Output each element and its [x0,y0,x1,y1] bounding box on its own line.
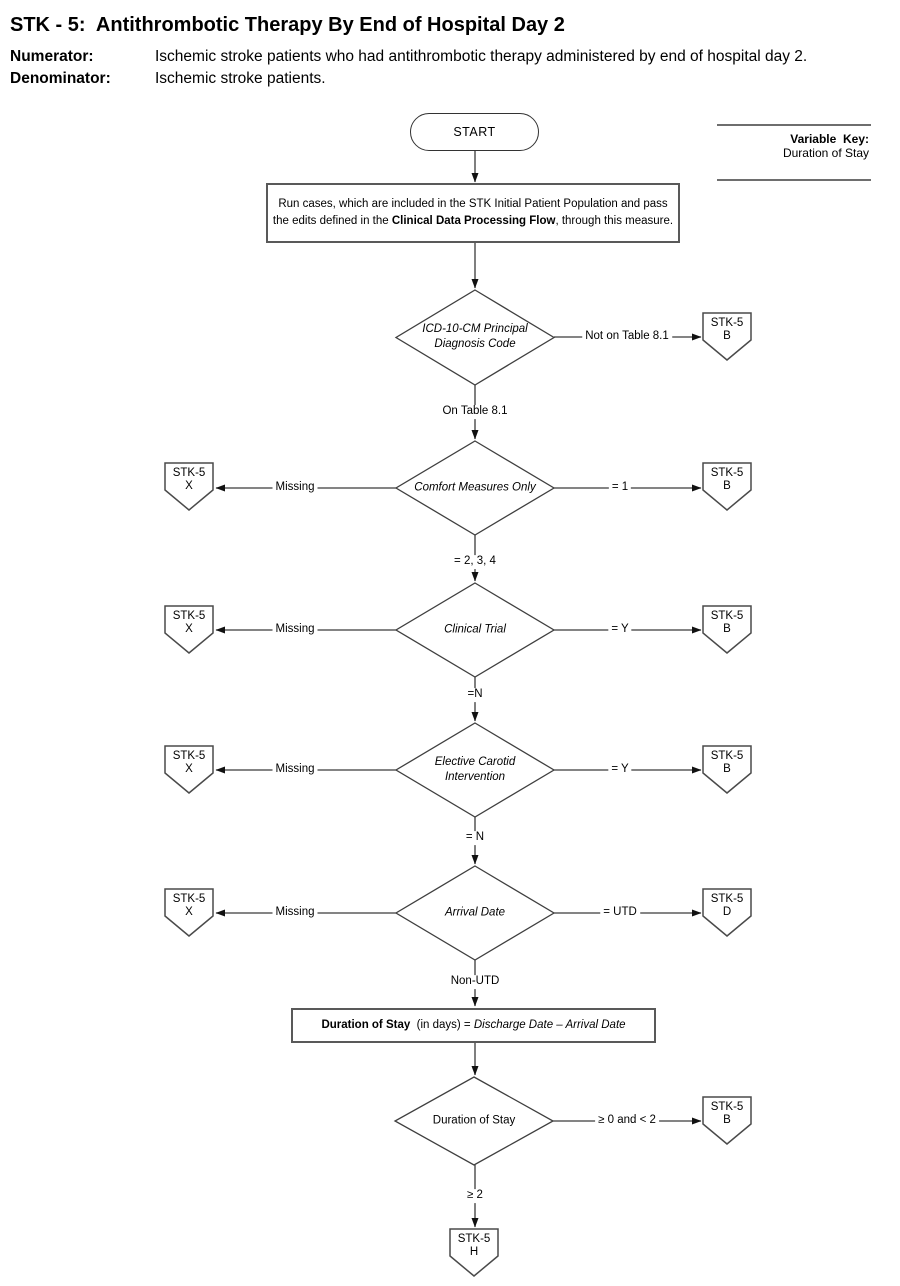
process-text-post: , through this measure. [555,215,674,227]
offpage-b1-letter: B [723,330,731,342]
offpage-x4-letter: X [185,763,193,775]
edge-label-on-table: On Table 8.1 [439,405,510,419]
offpage-x3-label [165,606,213,636]
variable-key-item: Duration of Stay [782,146,869,160]
offpage-x5-ref: STK-5 [172,893,206,905]
process-box-duration [291,1008,656,1043]
edge-label-duration-down: ≥ 2 [464,1189,486,1203]
numerator-text: Ischemic stroke patients who had antithrombotic therapy administered by end of hospital day 2. [155,48,808,65]
denominator-text: Ischemic stroke patients. [155,70,326,87]
offpage-b4-ref: STK-5 [710,750,744,762]
offpage-x3-letter: X [185,623,193,635]
decision-duration-text: Duration of Stay [432,1114,516,1127]
offpage-h-letter: H [469,1246,479,1258]
edge-label-duration-range: ≥ 0 and < 2 [595,1114,659,1128]
edge-label-trial-missing: Missing [273,623,318,637]
decision-icd-line2: Diagnosis Code [434,338,516,350]
process-box-run-cases [266,183,680,243]
decision-arrival-text: Arrival Date [444,906,506,919]
offpage-b3-label [703,606,751,636]
edge-label-trial-down: =N [464,688,485,702]
offpage-b4-letter: B [723,763,731,775]
edge-label-arrival-down: Non-UTD [448,975,503,989]
offpage-b2-ref: STK-5 [710,467,744,479]
offpage-h-label [450,1229,498,1259]
decision-carotid-line2: Intervention [444,771,506,783]
offpage-b2-letter: B [723,480,731,492]
offpage-x4-ref: STK-5 [172,750,206,762]
edge-label-carotid-down: = N [463,831,487,845]
duration-box-italic: Discharge Date – Arrival Date [473,1019,626,1032]
offpage-x3-ref: STK-5 [172,610,206,622]
offpage-x2-letter: X [185,480,193,492]
denominator-label: Denominator: [10,70,111,87]
offpage-b3-letter: B [723,623,731,635]
offpage-b4-label [703,746,751,776]
edge-label-trial-eqY: = Y [608,623,631,637]
duration-box-bold: Duration of Stay [321,1019,411,1032]
offpage-b3-ref: STK-5 [710,610,744,622]
decision-carotid-text [435,755,516,785]
offpage-d5-ref: STK-5 [710,893,744,905]
offpage-b2-label [703,463,751,493]
offpage-h-ref: STK-5 [457,1233,491,1245]
offpage-x2-ref: STK-5 [172,467,206,479]
decision-icd-line1: ICD-10-CM Principal [422,323,528,336]
decision-trial-text: Clinical Trial [444,623,506,636]
edge-label-arrival-utd: = UTD [600,906,640,920]
offpage-d5-letter: D [722,906,732,918]
offpage-x5-label [165,889,213,919]
edge-label-cmo-missing: Missing [273,481,318,495]
page-title: STK - 5: Antithrombotic Therapy By End of Hospital Day 2 [10,14,565,36]
numerator-label: Numerator: [10,48,94,65]
edge-label-carotid-eqY: = Y [608,763,631,777]
process-text-bold: Clinical Data Processing Flow [391,215,556,227]
offpage-x2-label [165,463,213,493]
offpage-b1-label [703,313,751,343]
edge-label-carotid-missing: Missing [273,763,318,777]
offpage-b1-ref: STK-5 [710,317,744,329]
offpage-b6-label [703,1097,751,1127]
offpage-b6-letter: B [723,1114,731,1126]
process-text-pre: Run cases, which are included in the STK Initial Patient Population and pass the edits defined in the [272,198,668,227]
offpage-d5-label [703,889,751,919]
offpage-x4-label [165,746,213,776]
edge-label-not-on-table: Not on Table 8.1 [582,330,672,344]
duration-box-mid: (in days) = [410,1019,474,1032]
process-box-text [272,196,674,229]
decision-cmo-text: Comfort Measures Only [414,481,536,494]
edge-label-cmo-down: = 2, 3, 4 [451,555,499,569]
offpage-x5-letter: X [185,906,193,918]
decision-icd-text [422,322,527,352]
decision-carotid-line1: Elective Carotid [434,756,516,769]
edge-label-cmo-eq1: = 1 [609,481,631,495]
edge-label-arrival-missing: Missing [273,906,318,920]
offpage-b6-ref: STK-5 [710,1101,744,1113]
start-label: START [453,125,496,139]
variable-key-title: Variable Key: [790,132,869,146]
start-terminator [410,113,539,151]
